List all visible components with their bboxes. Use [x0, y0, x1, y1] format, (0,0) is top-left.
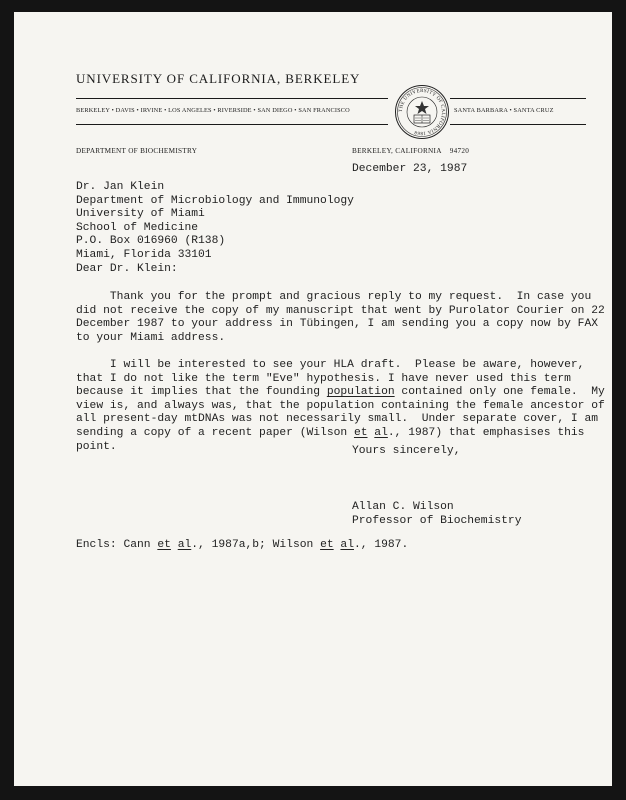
paragraph-line: that I do not like the term "Eve" hypothesis. I have never used this term	[76, 372, 571, 385]
paragraph-line: view is, and always was, that the population containing the female ancestor of	[76, 399, 605, 412]
university-seal-icon	[394, 84, 450, 140]
underlined-word: et	[353, 426, 368, 439]
paragraph-2	[76, 359, 605, 454]
signatory-title: Professor of Biochemistry	[352, 515, 522, 527]
complimentary-close: Yours sincerely,	[352, 445, 461, 457]
paragraph-line: did not receive the copy of my manuscript that went by Purolator Courier on 22	[76, 304, 605, 317]
paragraph-1	[76, 291, 605, 345]
text-run	[171, 539, 178, 551]
enclosures-line	[76, 539, 408, 551]
letterhead-rule-bottom-right	[450, 124, 586, 125]
paragraph-line: point.	[76, 440, 117, 453]
paragraph-line	[76, 427, 605, 441]
paragraph-line: I will be interested to see your HLA draft. Please be aware, however,	[76, 359, 585, 371]
salutation: Dear Dr. Klein:	[76, 263, 178, 275]
campus-list-left: BERKELEY • DAVIS • IRVINE • LOS ANGELES • RIVERSIDE • SAN DIEGO • SAN FRANCISCO	[76, 107, 350, 114]
paragraph-line: to your Miami address.	[76, 331, 226, 344]
letterhead-address	[352, 147, 469, 155]
underlined-word: al	[374, 426, 388, 439]
recipient-line: Dr. Jan Klein	[76, 181, 165, 193]
letterhead-rule-top-right	[450, 98, 586, 99]
recipient-address-block	[76, 181, 354, 263]
recipient-line: P.O. Box 016960 (R138)	[76, 235, 226, 248]
department-name: DEPARTMENT OF BIOCHEMISTRY	[76, 147, 198, 155]
recipient-line: Department of Microbiology and Immunology	[76, 194, 354, 207]
recipient-line: Miami, Florida 33101	[76, 248, 212, 261]
text-run: ., 1987) that emphasises this	[387, 426, 585, 439]
paragraph-line	[76, 386, 605, 400]
signatory-name: Allan C. Wilson	[352, 501, 454, 513]
underlined-word: et	[157, 539, 171, 551]
letter-page	[14, 12, 612, 786]
paragraph-line: all present-day mtDNAs was not necessarily small. Under separate cover, I am	[76, 413, 599, 426]
letterhead-rule-top	[76, 98, 388, 99]
underlined-word: al	[177, 539, 192, 551]
paragraph-line: December 1987 to your address in Tübingen, I am sending you a copy now by FAX	[76, 318, 599, 331]
underlined-word: population	[326, 386, 395, 399]
recipient-line: University of Miami	[76, 208, 205, 221]
recipient-line: School of Medicine	[76, 221, 199, 234]
text-run: Encls: Cann	[76, 539, 158, 551]
text-run: ., 1987a,b; Wilson	[191, 539, 321, 551]
letterhead-rule-bottom	[76, 124, 388, 125]
underlined-word: al	[340, 539, 354, 551]
text-run: ., 1987.	[353, 539, 409, 551]
paragraph-line: Thank you for the prompt and gracious reply to my request. In case you	[76, 291, 592, 303]
text-run: sending a copy of a recent paper (Wilson	[76, 426, 354, 439]
underlined-word: et	[320, 539, 334, 551]
text-run: because it implies that the founding	[76, 386, 327, 399]
university-name: UNIVERSITY OF CALIFORNIA, BERKELEY	[76, 71, 361, 86]
seal-text: THE UNIVERSITY OF CALIFORNIA 1868	[398, 88, 446, 136]
text-run: contained only one female. My	[394, 386, 605, 399]
letter-date: December 23, 1987	[352, 163, 468, 175]
letterhead-city: BERKELEY, CALIFORNIA	[352, 147, 442, 155]
campus-list-right: SANTA BARBARA • SANTA CRUZ	[454, 107, 554, 114]
letterhead-zip: 94720	[449, 147, 470, 155]
